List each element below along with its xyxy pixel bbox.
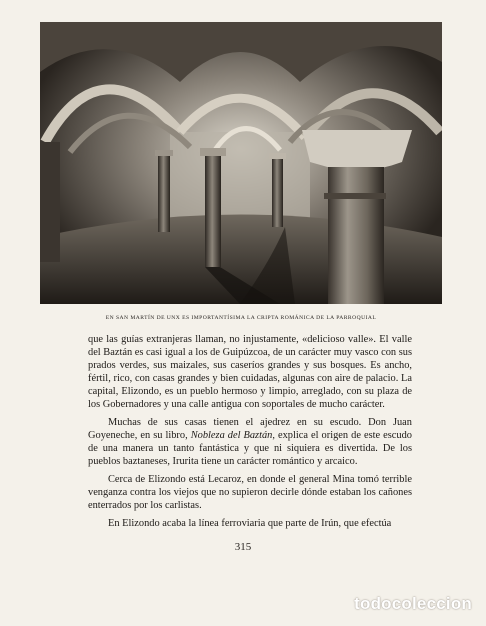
body-text (88, 333, 412, 530)
paragraph (88, 473, 412, 512)
paragraph (88, 517, 412, 530)
crypt-photograph (40, 22, 442, 304)
paragraph-text: En Elizondo acaba la línea ferroviaria que parte de Irún, que efectúa (108, 518, 392, 529)
photo-caption: EN SAN MARTÍN DE UNX ES IMPORTANTÍSIMA LA CRIPTA ROMÁNICA DE LA PARROQUIAL (105, 315, 377, 321)
paragraph (88, 416, 412, 468)
paragraph-text: que las guías extranjeras llaman, no injustamente, «delicioso valle». El valle del Baztán es casi igual a los de Guipúzcoa, de un carácter muy vasco con sus prados verdes, sus maizales, sus caseríos grandes y sus bosques. Es ancho, fértil, rico, con casas grandes y bien cuidadas, algunas con aire de palacio. La capital, Elizondo, es un pueblo hermoso y limpio, arreglado, con su plaza de los Gobernadores y una calle antigua con soportales de mucho carácter. (88, 334, 412, 410)
watermark: todocoleccion (354, 594, 472, 613)
book-title: Nobleza del Baztán (190, 430, 273, 441)
paragraph-text: Cerca de Elizondo está Lecaroz, en donde el general Mina tomó terrible venganza contra los viejos que no supieron decirle dónde estaban los cañones enterrados por los carlistas. (88, 474, 412, 511)
crypt-illustration (40, 22, 442, 304)
paragraph (88, 333, 412, 411)
paragraph-text: Muchas de sus casas tienen el ajedrez en su escudo. Don Juan Goyeneche, en su libro, (88, 417, 412, 441)
paragraph-text: , explica el origen de este escudo de una manera un tanto fantástica y que ni siquiera es divertida. De los pueblos baztaneses, Irurita tiene un carácter romántico y arcaico. (88, 430, 412, 467)
page-number: 315 (234, 541, 252, 553)
